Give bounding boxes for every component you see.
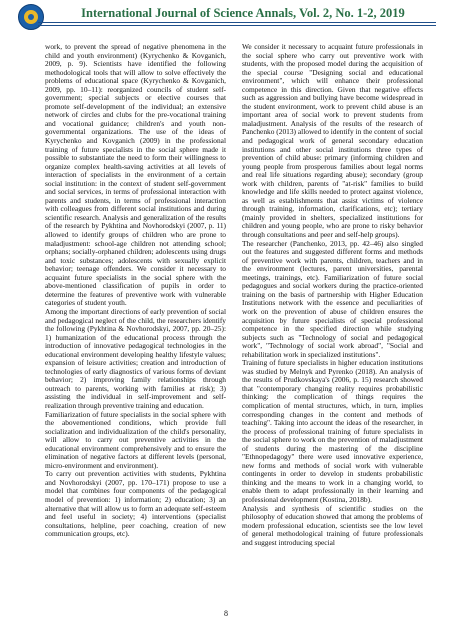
right-paragraph-2: The researcher (Panchenko, 2013, pp. 42–46) also singled out the features and suggested different forms and methods of preventive work with parents, children, teachers and in the environment (lectures, parent universities, parental meetings, trainings, etc). Familiarization of future social pedagogues and social workers during the practice-oriented training on the basis of partnership with Higher Education Institutions network with the essence and peculiarities of work on the prevention of abuse of children ensures the acquisition by future specialists of special professional competence in the specified direction while studying subjects such as "Technology of social and pedagogical work", "Technology of social work abroad", "Social and rehabilitation work in specialized institutions".: [242, 238, 423, 359]
left-paragraph-2: Among the important directions of early prevention of social and pedagogical neglect of the child, the researchers identify the following (Pykhtina & Novhorodskyi, 2007, pp. 20–25): 1) humanization of the educational process through the introduction of innovative pedagogical technologies in the educational environment developing healthy lifestyle values; expansion of leisure activities; creation and introduction of technologies of early diagnostics of various forms of deviant behavior; 2) improving family relationships through outreach to parents, working with families at risk); 3) assisting the individual in self-improvement and self-realization through preventive training and education.: [45, 306, 226, 410]
left-column: [45, 43, 226, 539]
right-paragraph-4: Analysis and synthesis of scientific studies on the philosophy of education showed that among the problems of modern professional education, scientists see the low level of general methodological training of future professionals and suggest introducing special: [242, 503, 423, 547]
page-header: [0, 0, 452, 38]
journal-logo-icon: [18, 4, 44, 30]
left-paragraph-3: Familiarization of future specialists in the social sphere with the abovementioned conditions, which provide full socialization and individualization of the child's personality, will allow to carry out preventive activities in the educational environment comprehensively and to ensure the elimination of negative factors at different levels (personal, micro-environment and environment).: [45, 409, 226, 470]
left-paragraph-4: To carry out prevention activities with students, Pykhtina and Novhorodskyi (2007, pp. 170–171) propose to use a model that combines four components of the pedagogical model of prevention: 1) information; 2) education; 3) an alternative that will allow us to form an adequate self-esteem and feel useful in society; 4) interventions (specialist consultations, helpline, peer coaching, creation of new communication groups, etc).: [45, 469, 226, 539]
right-column: [242, 43, 423, 547]
header-rule-top: [38, 22, 436, 23]
page-number: 8: [224, 609, 228, 618]
journal-title: International Journal of Science Annals, Vol. 2, No. 1-2, 2019: [81, 6, 405, 20]
header-rule-bottom: [38, 25, 436, 26]
right-paragraph-3: Training of future specialists in higher education institutions was studied by Melnyk and Pyrenko (2018). An analysis of the results of Prudkovskaya's (2006, p. 15) research showed that "contemporary changing reality requires probabilistic thinking: the complication of things requires the complication of mental structures, which, in turn, implies corresponding changes in the content and methods of teaching". Taking into account the ideas of the researcher, in the process of professional training of future specialists in the social sphere to work on the prevention of maladjustment of students during the mastering of the discipline "Ethnopedagogy" there were used innovative experience, new forms and methods of social work with vulnerable contingents in order to develop in students probabilistic thinking and the means to work in a changing world, to enable them to adapt professionally in their learning and professional development (Kostina, 2018b).: [242, 358, 423, 504]
right-paragraph-1: We consider it necessary to acquaint future professionals in the social sphere who carry out preventive work with students, with the proposed model during the acquisition of the special course "Designing social and educational environment", which will enhance their professional competence in this direction. Given that negative effects such as aggression and bullying have become widespread in the student environment, work to prevent child abuse is an important area of social work to prevent students from maladjustment. Analysis of the results of the research of Panchenko (2013) allowed to identify in the content of social and pedagogical work of general secondary education institutions and other social institutions three types of prevention of child abuse: primary (informing children and young people from prosperous families about legal norms and real life situations regarding abuse); secondary (group work with children, parents of "at-risk" families to build knowledge and life skills needed to protect against violence, as well as establishments that assist victims of violence through training, information, clarifications, etc); tertiary (mainly provided in shelters, specialized institutions for children and young people, who are prone to risky behavior through consultations and peer and self-help groups).: [242, 42, 423, 240]
left-paragraph-1: work, to prevent the spread of negative phenomena in the child and youth environment) (Kyrychenko & Kovganich, 2009, p. 9). Scientists have identified the following methodological tools that will allow to solve effectively the problems of educational space (Kyrychenko & Kovganich, 2009, pp. 10–11): reorganized councils of student self-government; special subjects or elective courses that promote self-development of the individual; an extensive network of circles and clubs for the pre-vocational training and vocational guidance; children's and youth non-governmental organizations. The use of the ideas of Kyrychenko and Kovganich (2009) in the professional training of future specialists in the social sphere made it possible to substantiate the need to form their willingness to organize complex health-saving activities at all levels of interaction of specialists in the environment of a certain social institution: in the context of student self-government and social services, in terms of professional interaction with parents and students, in terms of professional interaction with colleagues from different social institutions and during scientific research. Analysis and generalization of the results of the research by Pykhtina and Novhorodskyi (2007, p. 11) allowed to identify groups of children who are prone to maladjustment: school-age children not attending school; orphans; socially-orphaned children; adolescents using drugs and toxic substances; adolescents with sexually explicit behavior; teenage offenders. We consider it necessary to acquaint future specialists in the social sphere with the above-mentioned classification of pupils in order to determine the features of preventive work with vulnerable categories of student youth.: [45, 42, 226, 308]
